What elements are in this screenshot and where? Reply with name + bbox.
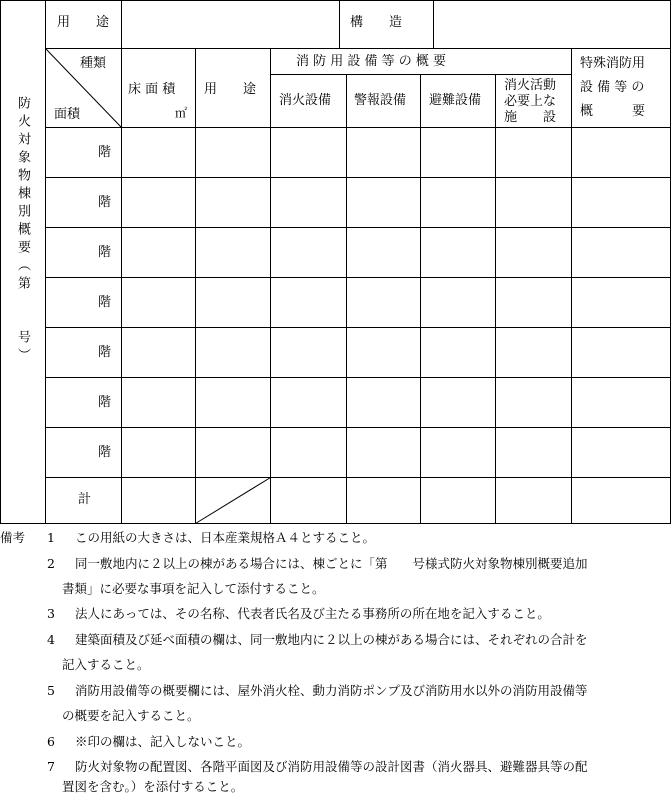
keihou-setsubi-label: 警報設備 — [354, 93, 407, 108]
youto-column-label: 用 途 — [204, 82, 257, 97]
note-number: 5 — [47, 683, 55, 698]
total-label: 計 — [78, 492, 92, 507]
note-text: 同一敷地内に２以上の棟がある場合には、棟ごとに「第 号様式防火対象物棟別概要追加 — [75, 556, 588, 571]
note-text: 建築面積及び延べ面積の欄は、同一敷地内に２以上の棟がある場合には、それぞれの合計を — [75, 632, 588, 647]
yuka-menseki-label: 床 面 積 — [128, 82, 176, 97]
note-text: 置図を含む。）を添付すること。 — [62, 779, 244, 794]
note-text: 記入すること。 — [62, 657, 150, 672]
floor-row-label: 階 — [98, 245, 112, 260]
floor-row-label: 階 — [98, 345, 112, 360]
note-number: 6 — [47, 734, 55, 749]
notes-heading: 備考 — [0, 530, 26, 545]
katsudou-line1: 消火活動 — [504, 78, 557, 93]
sidebar-title: 防火対象物棟別概要（第 号） — [15, 96, 30, 366]
tokushu-line3: 概 要 — [580, 104, 646, 119]
setsubi-group-title: 消 防 用 設 備 等 の 概 要 — [296, 54, 447, 69]
note-number: 3 — [47, 606, 55, 621]
note-text: 法人にあっては、その名称、代表者氏名及び主たる事務所の所在地を記入すること。 — [75, 606, 550, 621]
floor-row-label: 階 — [98, 395, 112, 410]
tokushu-line1: 特殊消防用 — [580, 56, 646, 71]
yuka-unit-label: ㎡ — [175, 106, 188, 120]
shurui-label: 種類 — [80, 56, 107, 71]
floor-row-label: 階 — [98, 145, 112, 160]
note-number: 4 — [47, 632, 55, 647]
kouzou-header-label: 構 造 — [350, 15, 403, 30]
note-text: 防火対象物の配置図、各階平面図及び消防用設備等の設計図書（消火器具、避難器具等の配 — [75, 759, 588, 774]
note-text: 消防用設備等の概要欄には、屋外消火栓、動力消防ポンプ及び消防用水以外の消防用設備等 — [75, 683, 588, 698]
note-text: この用紙の大きさは、日本産業規格Ａ４とすること。 — [75, 530, 376, 545]
shouka-setsubi-label: 消火設備 — [279, 93, 332, 108]
note-text: の概要を記入すること。 — [62, 708, 200, 723]
tokushu-line2: 設 備 等 の — [580, 80, 645, 95]
menseki-label: 面積 — [54, 107, 81, 122]
floor-row-label: 階 — [98, 295, 112, 310]
note-text: 書類」に必要な事項を記入して添付すること。 — [62, 581, 325, 596]
note-text: ※印の欄は、記入しないこと。 — [75, 734, 251, 749]
youto-header-label: 用 途 — [57, 15, 110, 30]
note-number: 2 — [47, 556, 55, 571]
note-number: 1 — [47, 530, 55, 545]
floor-row-label: 階 — [98, 195, 112, 210]
katsudou-line3: 施 設 — [504, 110, 557, 125]
note-number: 7 — [47, 759, 55, 774]
hinan-setsubi-label: 避難設備 — [429, 93, 482, 108]
katsudou-line2: 必要上な — [504, 94, 557, 109]
floor-row-label: 階 — [98, 445, 112, 460]
